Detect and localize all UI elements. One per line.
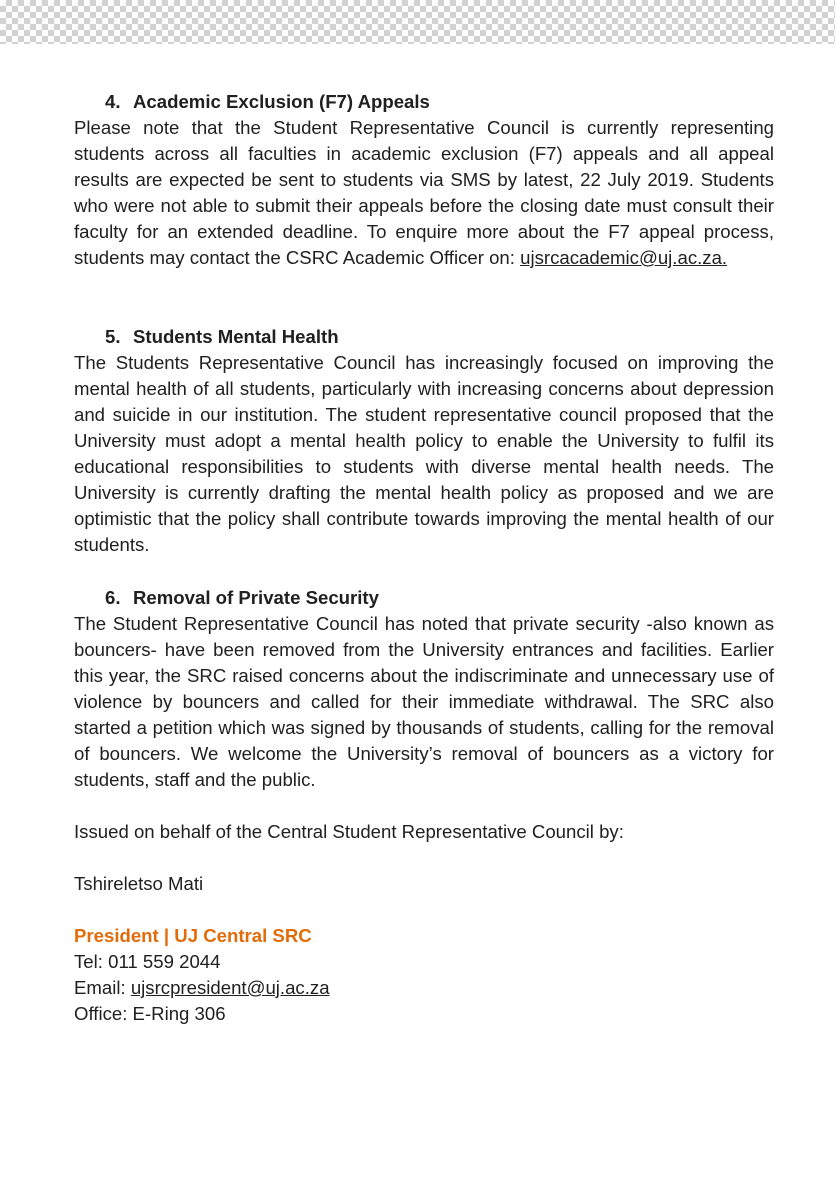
document-page: [74, 89, 774, 1027]
signatory-name: Tshireletso Mati: [74, 873, 204, 894]
spacer: [74, 558, 774, 585]
section-4-heading: [105, 89, 774, 115]
section-5-body: The Students Representative Council has increasingly focused on improving the mental health of all students, particularly with increasing concerns about depression and suicide in our institution. The student representative council proposed that the University must adopt a mental health policy to enable the University to fulfil its educational responsibilities to students with diverse mental health needs. The University is currently drafting the mental health policy as proposed and we are optimistic that the policy shall contribute towards improving the mental health of our students.: [74, 352, 774, 555]
section-6-number: 6.: [105, 587, 121, 608]
email-line: [74, 975, 774, 1001]
spacer: [74, 271, 774, 324]
section-6-title: Removal of Private Security: [133, 587, 379, 608]
academic-officer-email-link[interactable]: ujsrcacademic@uj.ac.za.: [520, 247, 728, 268]
signatory-title: President | UJ Central SRC: [74, 925, 312, 946]
decorative-checker-border: [0, 0, 835, 44]
section-5-title: Students Mental Health: [133, 326, 339, 347]
issued-on-behalf-text: Issued on behalf of the Central Student Representative Council by:: [74, 821, 624, 842]
section-4-title: Academic Exclusion (F7) Appeals: [133, 91, 430, 112]
section-4-text: Please note that the Student Representative Council is currently representing students across all faculties in academic exclusion (F7) appeals and all appeal results are expected be sent to students via SMS by latest, 22 July 2019. Students who were not able to submit their appeals before the closing date must consult their faculty for an extended deadline. To enquire more about the F7 appeal process, students may contact the CSRC Academic Officer on:: [74, 117, 774, 268]
section-4-body: [74, 115, 774, 271]
section-6-heading: [105, 585, 774, 611]
spacer: [74, 793, 774, 819]
section-5-number: 5.: [105, 326, 121, 347]
president-email-link[interactable]: ujsrcpresident@uj.ac.za: [130, 977, 330, 998]
email-label: Email:: [74, 977, 131, 998]
spacer: [74, 897, 774, 923]
section-4-number: 4.: [105, 91, 121, 112]
telephone-line: Tel: 011 559 2044: [74, 951, 221, 972]
section-5-heading: [105, 324, 774, 350]
section-6-body: The Student Representative Council has noted that private security -also known as bouncers- have been removed from the University entrances and facilities. Earlier this year, the SRC raised concerns about the indiscriminate and unnecessary use of violence by bouncers and called for their immediate withdrawal. The SRC also started a petition which was signed by thousands of students, calling for the removal of bouncers. We welcome the University’s removal of bouncers as a victory for students, staff and the public.: [74, 613, 774, 790]
office-line: Office: E-Ring 306: [74, 1003, 226, 1024]
spacer: [74, 845, 774, 871]
